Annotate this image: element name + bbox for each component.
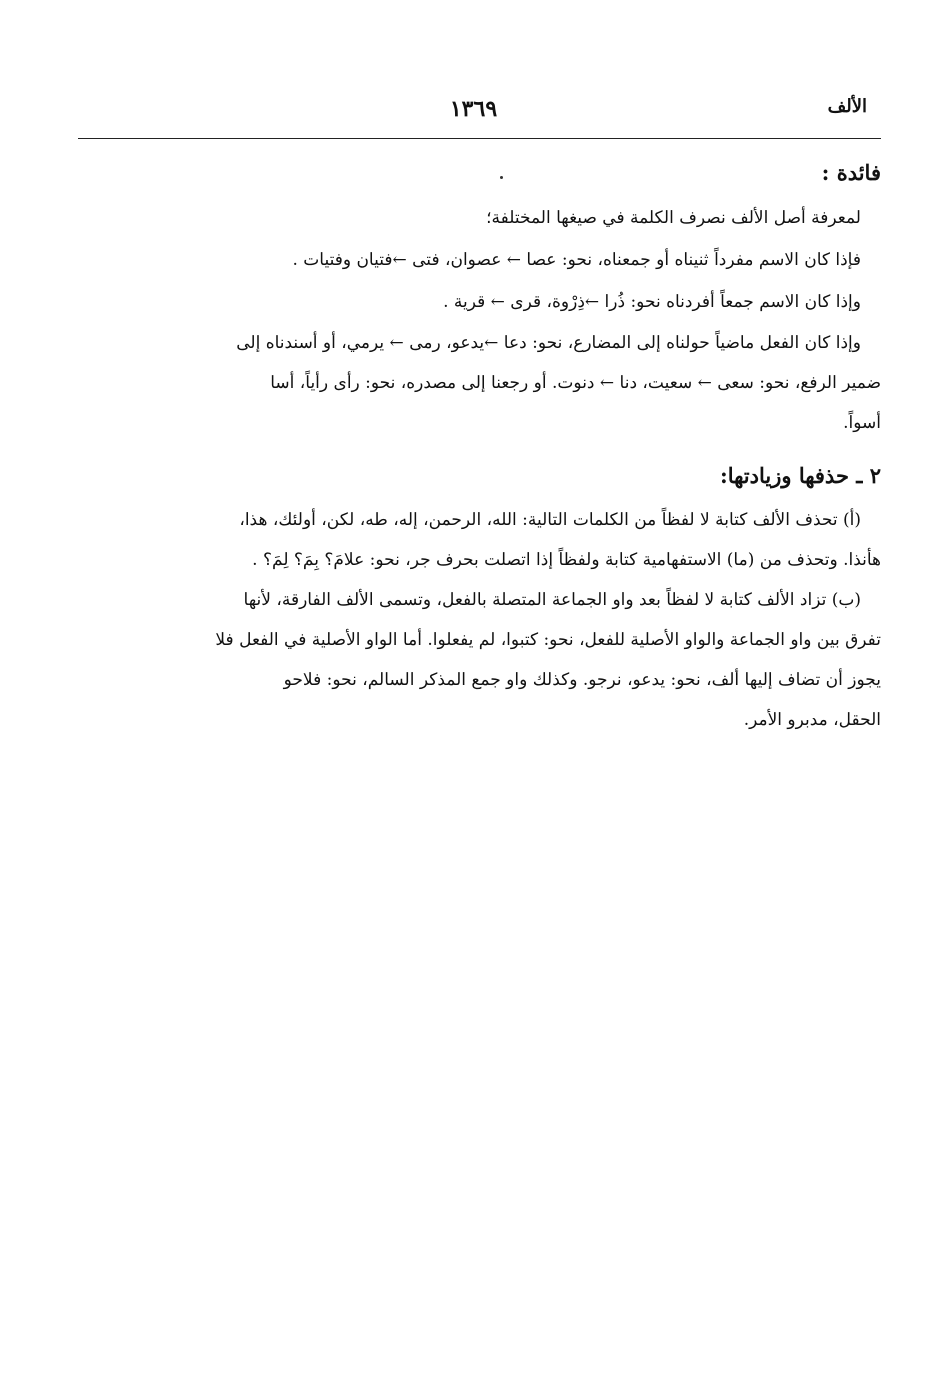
benefit-intro: لمعرفة أصل الألف نصرف الكلمة في صيغها المختلفة؛ [486, 208, 861, 228]
addition-b-line-1: (ب) تزاد الألف كتابة لا لفظاً بعد واو الجماعة المتصلة بالفعل، وتسمى الألف الفارقة، لأنها [243, 590, 861, 610]
page-number: ١٣٦٩ [449, 96, 498, 122]
addition-b-line-2: تفرق بين واو الجماعة والواو الأصلية للفعل، نحو: كتبوا، لم يفعلوا. أما الواو الأصلية في الفعل فلا [215, 630, 881, 650]
rule-noun-singular: فإذا كان الاسم مفرداً ثنيناه أو جمعناه، نحو: عصا ← عصوان، فتى ←فتيان وفتيات . [292, 250, 861, 270]
page-header [80, 96, 867, 130]
benefit-heading: فائدة : [821, 160, 881, 185]
rule-verb-line-2: ضمير الرفع، نحو: سعى ← سعيت، دنا ← دنوت. أو رجعنا إلى مصدره، نحو: رأى رأياً، أسا [270, 373, 881, 393]
addition-paragraph-b [78, 580, 881, 740]
addition-b-line-3: يجوز أن تضاف إليها ألف، نحو: يدعو، نرجو. وكذلك واو جمع المذكر السالم، نحو: فلاحو [283, 670, 881, 690]
chapter-title: الألف [827, 96, 867, 117]
deletion-heading: ٢ ـ حذفها وزيادتها: [719, 463, 881, 488]
rule-verb-line-1: وإذا كان الفعل ماضياً حولناه إلى المضارع، نحو: دعا ←يدعو، رمى ← يرمي، أو أسندناه إلى [236, 333, 861, 353]
addition-b-line-4: الحقل، مدبرو الأمر. [743, 710, 881, 730]
deletion-a-line-2: هأنذا. وتحذف من (ما) الاستفهامية كتابة ولفظاً إذا اتصلت بحرف جر، نحو: علامَ؟ بِمَ؟ لِمَ؟ . [252, 550, 881, 570]
deletion-a-line-1: (أ) تحذف الألف كتابة لا لفظاً من الكلمات التالية: الله، الرحمن، إله، طه، لكن، أولئك، هذا، [239, 510, 861, 530]
page-body [78, 160, 881, 740]
rule-noun-plural: وإذا كان الاسم جمعاً أفردناه نحو: ذُرا ←ذِرْوة، قرى ← قرية . [443, 292, 861, 312]
header-divider [78, 138, 881, 139]
rule-verb-line-3: أسواً. [843, 413, 881, 433]
rule-verb-paragraph [78, 323, 881, 443]
deletion-paragraph-a [78, 500, 881, 580]
